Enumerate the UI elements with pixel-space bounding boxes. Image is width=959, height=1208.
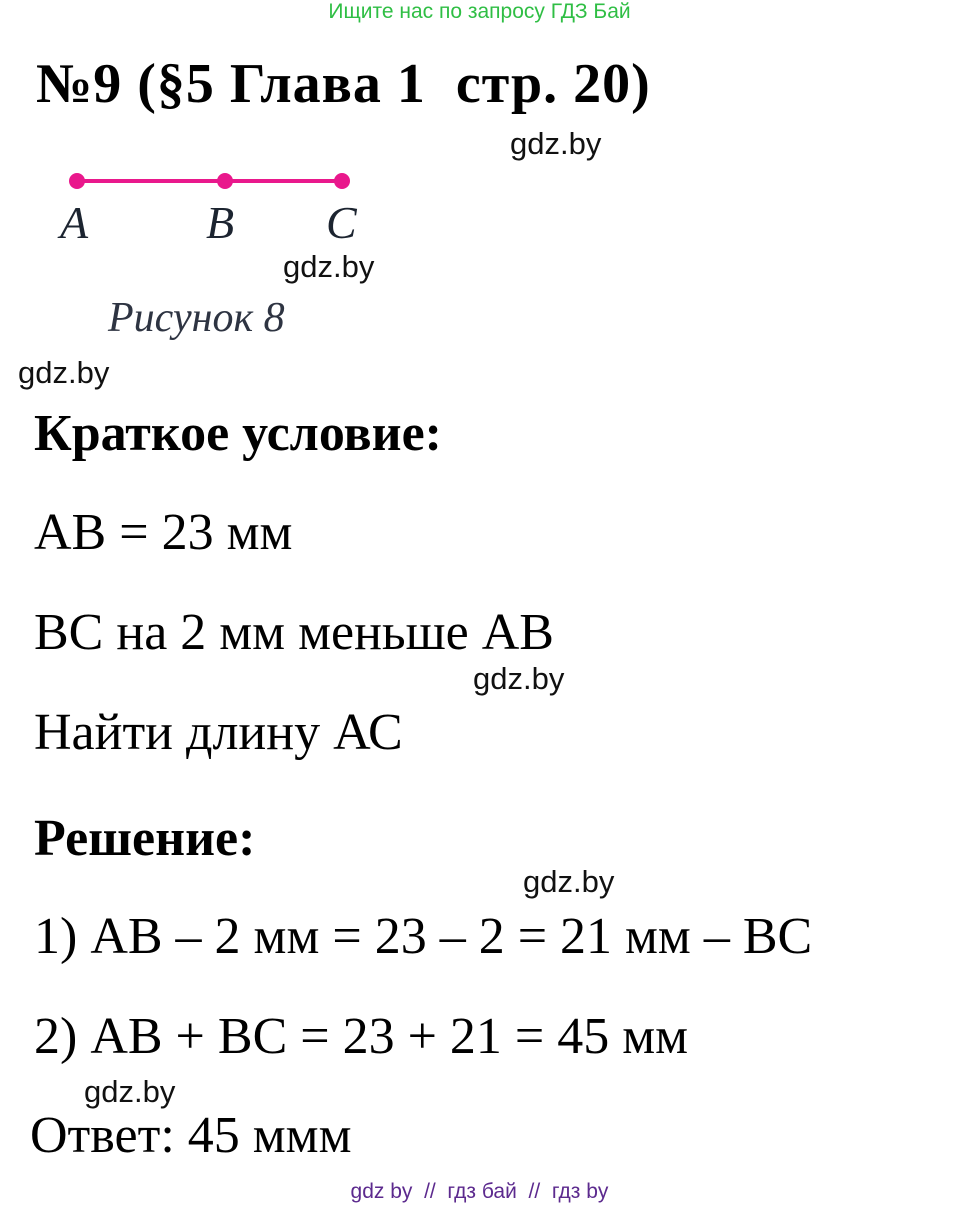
answer-line: Ответ: 45 ммм [30,1107,352,1164]
figure-caption: Рисунок 8 [108,295,285,341]
point-dot-b [217,173,233,189]
condition-line-1: АВ = 23 мм [34,504,293,561]
task-title: №9 (§5 Глава 1 стр. 20) [36,53,651,115]
watermark-gdzby: gdz.by [473,661,565,696]
watermark-gdzby: gdz.by [283,249,375,284]
point-dot-c [334,173,350,189]
watermark-gdzby: gdz.by [523,864,615,899]
point-label-b: B [206,197,235,248]
point-label-a: A [60,197,89,248]
condition-line-2: ВС на 2 мм меньше АВ [34,604,554,661]
solution-step-1: 1) АВ – 2 мм = 23 – 2 = 21 мм – ВС [34,908,813,965]
watermark-gdzby: gdz.by [18,355,110,390]
solution-step-2: 2) АВ + ВС = 23 + 21 = 45 мм [34,1008,689,1065]
point-label-c: C [326,197,357,248]
point-dot-a [69,173,85,189]
watermark-gdzby: gdz.by [510,126,602,161]
condition-line-3: Найти длину АС [34,704,403,761]
promo-banner-text: Ищите нас по запросу ГДЗ Бай [328,0,631,23]
watermark-gdzby: gdz.by [84,1074,176,1109]
solution-heading: Решение: [34,810,256,867]
condition-heading: Краткое условие: [34,405,442,462]
footer-sites-text: gdz by // гдз бай // гдз by [350,1180,609,1203]
segment-line [74,179,344,183]
